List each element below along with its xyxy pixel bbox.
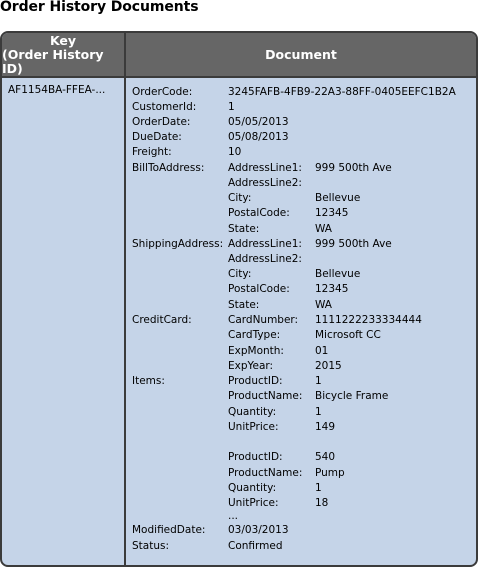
modified-date-value: 03/03/2013 <box>228 524 289 536</box>
key-header-line2: (Order History ID) <box>2 46 104 76</box>
item-unit-price-label: UnitPrice: <box>228 497 279 509</box>
ship-to-state-label: State: <box>228 299 260 311</box>
item-unit-price-value: 18 <box>315 497 329 509</box>
items-label: Items: <box>132 375 165 387</box>
item-product-id-value: 540 <box>315 451 336 463</box>
item-unit-price-value: 149 <box>315 421 336 433</box>
bill-to-state-value: WA <box>315 223 332 235</box>
bill-to-state-label: State: <box>228 223 260 235</box>
column-divider <box>124 33 126 565</box>
card-type-label: CardType: <box>228 329 281 341</box>
exp-month-value: 01 <box>315 345 329 357</box>
order-date-value: 05/05/2013 <box>228 116 289 128</box>
exp-year-value: 2015 <box>315 360 342 372</box>
credit-card-label: CreditCard: <box>132 314 192 326</box>
item-quantity-label: Quantity: <box>228 406 277 418</box>
shipping-address-label: ShippingAddress: <box>132 238 224 250</box>
key-cell: AF1154BA-FFEA-... <box>8 84 106 96</box>
item-quantity-value: 1 <box>315 406 322 418</box>
order-history-table <box>0 31 478 567</box>
card-type-value: Microsoft CC <box>315 329 381 341</box>
ship-to-postal-value: 12345 <box>315 283 349 295</box>
ship-to-line1-label: AddressLine1: <box>228 238 302 250</box>
bill-to-line1-label: AddressLine1: <box>228 162 302 174</box>
item-product-name-value: Pump <box>315 467 345 479</box>
ship-to-line2-label: AddressLine2: <box>228 253 302 265</box>
bill-to-postal-label: PostalCode: <box>228 207 290 219</box>
bill-to-line1-value: 999 500th Ave <box>315 162 392 174</box>
order-date-label: OrderDate: <box>132 116 191 128</box>
freight-label: Freight: <box>132 146 172 158</box>
status-value: Confirmed <box>228 540 283 552</box>
items-ellipsis: ... <box>228 510 239 522</box>
table-header <box>2 33 476 76</box>
ship-to-postal-label: PostalCode: <box>228 283 290 295</box>
item-product-id-label: ProductID: <box>228 451 283 463</box>
due-date-label: DueDate: <box>132 131 182 143</box>
ship-to-state-value: WA <box>315 299 332 311</box>
order-code-label: OrderCode: <box>132 86 193 98</box>
freight-value: 10 <box>228 146 242 158</box>
item-product-name-label: ProductName: <box>228 467 303 479</box>
item-quantity-label: Quantity: <box>228 482 277 494</box>
bill-to-city-value: Bellevue <box>315 192 361 204</box>
due-date-value: 05/08/2013 <box>228 131 289 143</box>
key-header-line1: Key <box>49 32 77 48</box>
order-code-value: 3245FAFB-4FB9-22A3-88FF-0405EEFC1B2A <box>228 86 456 98</box>
ship-to-city-label: City: <box>228 268 252 280</box>
header-divider <box>2 76 476 78</box>
page-title: Order History Documents <box>0 0 199 15</box>
document-column-header: Document <box>265 47 337 62</box>
customer-id-value: 1 <box>228 101 235 113</box>
card-number-label: CardNumber: <box>228 314 299 326</box>
bill-to-postal-value: 12345 <box>315 207 349 219</box>
key-column-header <box>2 33 124 76</box>
bill-to-line2-label: AddressLine2: <box>228 177 302 189</box>
bill-to-city-label: City: <box>228 192 252 204</box>
ship-to-line1-value: 999 500th Ave <box>315 238 392 250</box>
bill-to-address-label: BillToAddress: <box>132 162 205 174</box>
item-product-id-label: ProductID: <box>228 375 283 387</box>
card-number-value: 1111222233334444 <box>315 314 422 326</box>
item-product-name-label: ProductName: <box>228 390 303 402</box>
item-product-id-value: 1 <box>315 375 322 387</box>
item-product-name-value: Bicycle Frame <box>315 390 389 402</box>
modified-date-label: ModifiedDate: <box>132 524 206 536</box>
customer-id-label: CustomerId: <box>132 101 197 113</box>
ship-to-city-value: Bellevue <box>315 268 361 280</box>
status-label: Status: <box>132 540 169 552</box>
exp-month-label: ExpMonth: <box>228 345 284 357</box>
item-quantity-value: 1 <box>315 482 322 494</box>
exp-year-label: ExpYear: <box>228 360 274 372</box>
item-unit-price-label: UnitPrice: <box>228 421 279 433</box>
